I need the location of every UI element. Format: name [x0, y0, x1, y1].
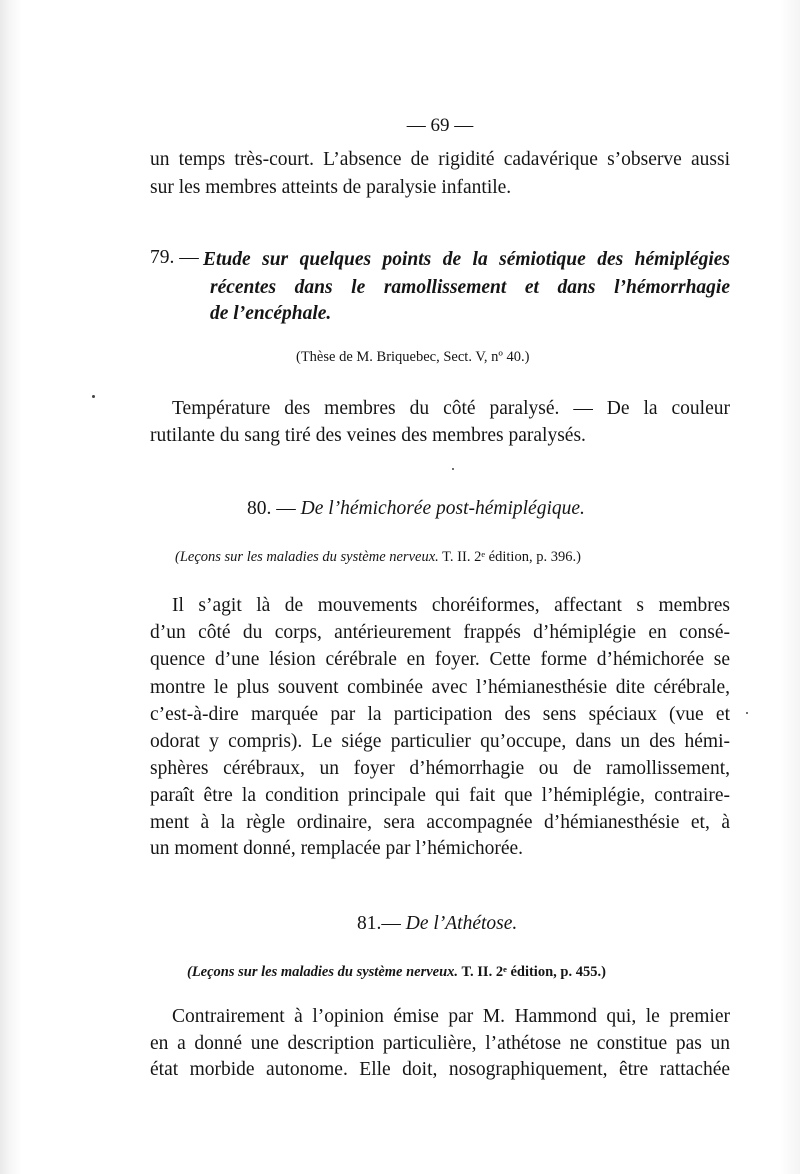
entry-number: 80.: [247, 498, 272, 519]
entry-81-title: De l’Athétose.: [405, 913, 518, 934]
entry-80-title: De l’hémichorée post-hémiplégique.: [300, 498, 585, 519]
intro-line: sur les membres atteints de paralysie infantile.: [150, 177, 512, 198]
entry-80-heading: [247, 497, 585, 521]
entry-80-body-line: Il s’agit là de mouvements choréiformes, affectant s membres: [172, 595, 730, 616]
entry-79-heading: [150, 246, 199, 270]
entry-79-title-line: Etude sur quelques points de la sémiotique des hémiplégies: [203, 249, 730, 270]
entry-80-source: [175, 545, 581, 569]
ink-speck: [452, 468, 454, 470]
entry-81-heading: [357, 912, 517, 936]
entry-79-title-line: de l’encéphale.: [210, 303, 332, 324]
entry-81-source: [187, 960, 606, 984]
entry-number: 81.: [357, 913, 382, 934]
entry-81-body-line: état morbide autonome. Elle doit, nosographiquement, être rattachée: [150, 1059, 730, 1080]
page-number: — 69 —: [406, 115, 474, 136]
entry-81-body-line: en a donné une description particulière, l’athétose ne constitue pas un: [150, 1033, 730, 1054]
entry-dash: —: [276, 498, 296, 519]
entry-79-body-line: rutilante du sang tiré des veines des membres paralysés.: [150, 425, 586, 446]
entry-80-body-line: un moment donné, remplacée par l’hémichorée.: [150, 838, 524, 859]
ink-speck: [746, 712, 748, 714]
source-title: (Leçons sur les maladies du système nerveux.: [175, 549, 439, 565]
source-title: (Leçons sur les maladies du système nerveux.: [187, 964, 459, 980]
ink-speck: [92, 395, 95, 398]
entry-79-title-line: récentes dans le ramollissement et dans l’hémorrhagie: [210, 277, 730, 298]
intro-line: un temps très-court. L’absence de rigidité cadavérique s’observe aussi: [150, 149, 730, 170]
entry-dash: —: [179, 247, 199, 268]
entry-dash: —: [381, 913, 401, 934]
entry-79-source: (Thèse de M. Briquebec, Sect. V, nº 40.): [296, 349, 530, 365]
entry-80-body-line: quence d’une lésion cérébrale en foyer. Cette forme d’hémichorée se: [150, 649, 730, 670]
entry-80-body-line: montre le plus souvent combinée avec l’hémianesthésie dite cérébrale,: [150, 677, 730, 698]
entry-80-body-line: paraît être la condition principale qui fait que l’hémiplégie, contraire-: [150, 785, 730, 806]
entry-81-body-line: Contrairement à l’opinion émise par M. Hammond qui, le premier: [172, 1006, 730, 1027]
entry-80-body-line: d’un côté du corps, antérieurement frappés d’hémiplégie en consé-: [150, 622, 730, 643]
entry-79-body-line: Température des membres du côté paralysé. — De la couleur: [172, 398, 730, 419]
entry-80-body-line: odorat y compris). Le siége particulier qu’occupe, dans un des hémi-: [150, 731, 730, 752]
entry-80-body-line: c’est-à-dire marquée par la participation des sens spéciaux (vue et: [150, 704, 730, 725]
source-reference: T. II. 2ᵉ édition, p. 396.): [442, 549, 581, 565]
entry-number: 79.: [150, 247, 175, 268]
source-reference: T. II. 2ᵉ édition, p. 455.): [461, 964, 606, 980]
entry-80-body-line: sphères cérébraux, un foyer d’hémorrhagie ou de ramollissement,: [150, 758, 730, 779]
entry-80-body-line: ment à la règle ordinaire, sera accompagnée d’hémianesthésie et, à: [150, 812, 730, 833]
